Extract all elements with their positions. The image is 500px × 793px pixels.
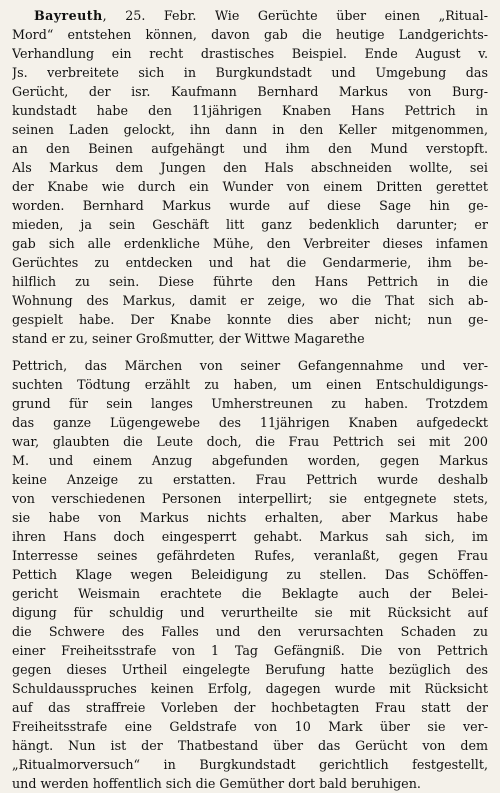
text-line: einer Freiheitsstrafe von 1 Tag Gefängniß. Die von Pettrich xyxy=(12,643,488,658)
text-line: das ganze Lügengewebe des 11jährigen Knaben aufgedeckt xyxy=(12,415,488,430)
text-line: Pettich Klage wegen Beleidigung zu stellen. Das Schöffen- xyxy=(12,567,488,582)
text-line: der Knabe wie durch ein Wunder von einem Dritten gerettet xyxy=(12,179,488,194)
text-line: hängt. Nun ist der Thatbestand über das Gerücht von dem xyxy=(12,738,488,753)
article-first-line xyxy=(12,6,488,25)
text-line: Interresse seines gefährdeten Rufes, veranlaßt, gegen Frau xyxy=(12,548,488,563)
text-line: Js. verbreitete sich in Burgkundstadt und Umgebung das xyxy=(12,65,488,80)
text-line: Verhandlung ein recht drastisches Beispiel. Ende August v. xyxy=(12,46,488,61)
text-line: suchten Tödtung erzählt zu haben, um einen Entschuldigungs- xyxy=(12,377,488,392)
text-line: mieden, ja sein Geschäft litt ganz bedenklich darunter; er xyxy=(12,217,488,232)
text-line: Gerüchtes zu entdecken und hat die Gendarmerie, ihm be- xyxy=(12,255,488,270)
first-line-text: , 25. Febr. Wie Gerüchte über einen „Ritual- xyxy=(102,8,488,23)
text-line: digung für schuldig und verurtheilte sie mit Rücksicht auf xyxy=(12,605,488,620)
article-body xyxy=(12,6,488,793)
text-line: seinen Laden gelockt, ihn dann in den Keller mitgenommen, xyxy=(12,122,488,137)
dateline: Bayreuth xyxy=(34,8,103,23)
paragraph-gap xyxy=(12,348,488,356)
text-line: gegen dieses Urtheil eingelegte Berufung hatte bezüglich des xyxy=(12,662,488,677)
text-line: Freiheitsstrafe eine Geldstrafe von 10 Mark über sie ver- xyxy=(12,719,488,734)
article-paragraph-1 xyxy=(12,6,488,348)
text-line: an den Beinen aufgehängt und ihm den Mund verstopft. xyxy=(12,141,488,156)
text-line: und werden hoffentlich sich die Gemüther dort bald beruhigen. xyxy=(12,776,421,791)
text-line: worden. Bernhard Markus wurde auf diese Sage hin ge- xyxy=(12,198,488,213)
text-line: gericht Weismain erachtete die Beklagte auch der Belei- xyxy=(12,586,488,601)
text-line: von verschiedenen Personen interpellirt; sie entgegnete stets, xyxy=(12,491,488,506)
text-line: gespielt habe. Der Knabe konnte dies aber nicht; nun ge- xyxy=(12,312,488,327)
text-line: stand er zu, seiner Großmutter, der Wittwe Magarethe xyxy=(12,331,365,346)
text-line: die Schwere des Falles und den verursachten Schaden zu xyxy=(12,624,488,639)
text-line: Pettrich, das Märchen von seiner Gefangennahme und ver- xyxy=(12,358,488,373)
text-line: kundstadt habe den 11jährigen Knaben Hans Pettrich in xyxy=(12,103,488,118)
text-line: Wohnung des Markus, damit er zeige, wo die That sich ab- xyxy=(12,293,488,308)
text-line: Als Markus dem Jungen den Hals abschneiden wollte, sei xyxy=(12,160,488,175)
text-line: auf das straffreie Vorleben der hochbetagten Frau statt der xyxy=(12,700,488,715)
text-line: sie habe von Markus nichts erhalten, aber Markus habe xyxy=(12,510,488,525)
text-line: war, glaubten die Leute doch, die Frau Pettrich sei mit 200 xyxy=(12,434,488,449)
text-line: Gerücht, der isr. Kaufmann Bernhard Markus von Burg- xyxy=(12,84,488,99)
text-line: M. und einem Anzug abgefunden worden, gegen Markus xyxy=(12,453,488,468)
text-line: ihren Hans doch eingesperrt gehabt. Markus sah sich, im xyxy=(12,529,488,544)
text-line: „Ritualmorversuch“ in Burgkundstadt gerichtlich festgestellt, xyxy=(12,757,488,772)
text-line: keine Anzeige zu erstatten. Frau Pettrich wurde deshalb xyxy=(12,472,488,487)
article-paragraph-2 xyxy=(12,356,488,793)
text-line: Schuldausspruches keinen Erfolg, dagegen wurde mit Rücksicht xyxy=(12,681,488,696)
text-line: grund für sein langes Umherstreunen zu haben. Trotzdem xyxy=(12,396,488,411)
text-line: Mord“ entstehen können, davon gab die heutige Landgerichts- xyxy=(12,27,488,42)
text-line: gab sich alle erdenkliche Mühe, den Verbreiter dieses infamen xyxy=(12,236,488,251)
text-line: hilflich zu sein. Diese führte den Hans Pettrich in die xyxy=(12,274,488,289)
